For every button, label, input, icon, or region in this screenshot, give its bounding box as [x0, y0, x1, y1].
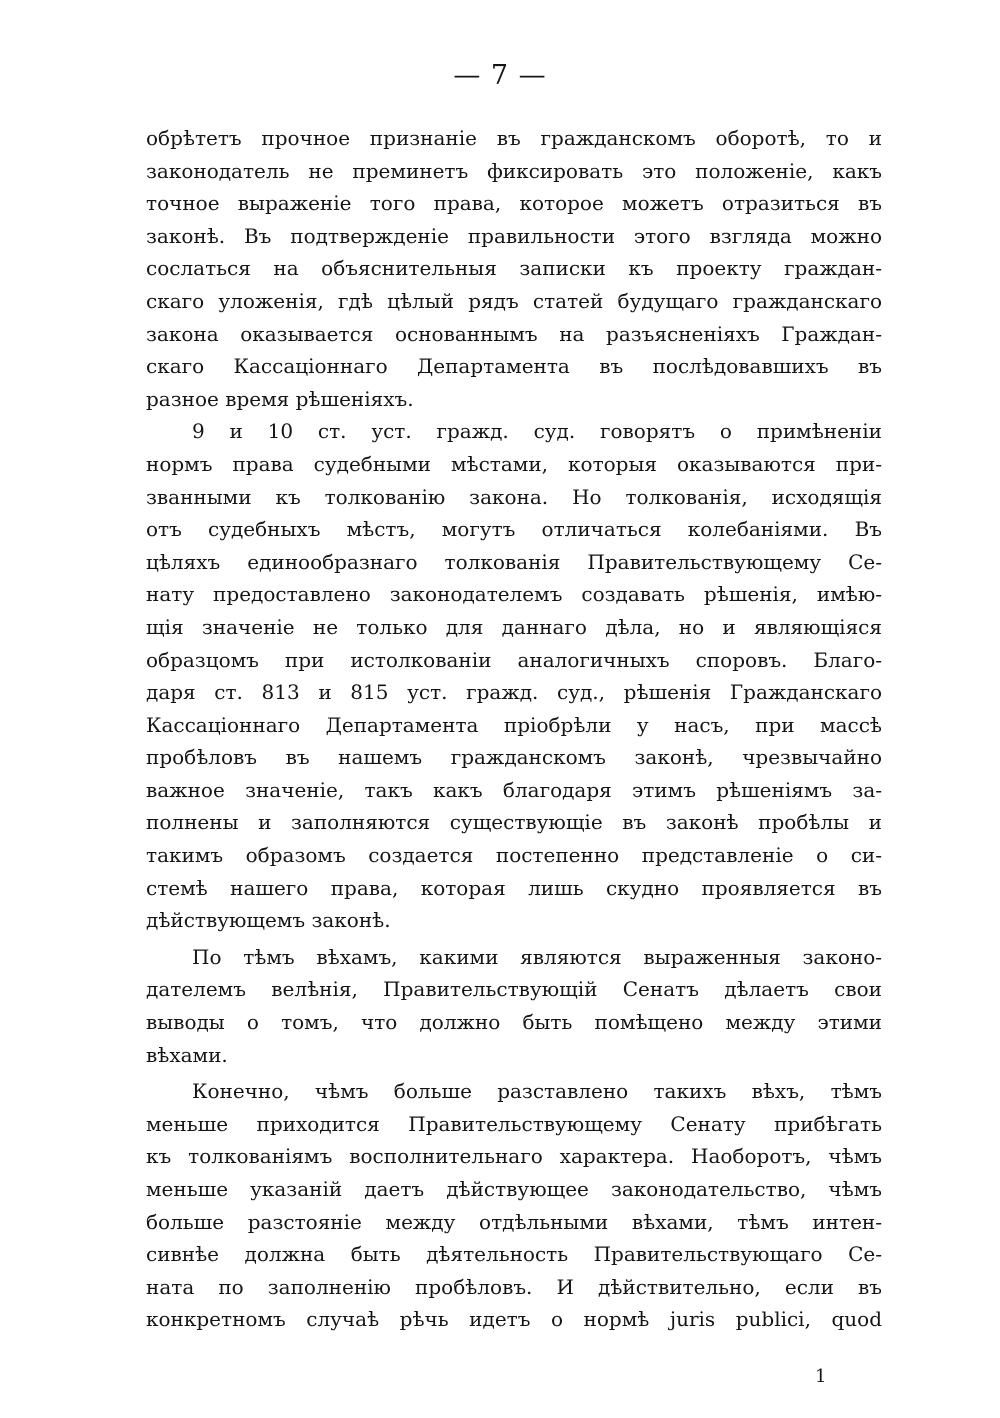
- text-line: законѣ. Въ подтвержденіе правильности этого взгляда можно: [146, 223, 882, 248]
- text-line: законодатель не преминетъ фиксировать это положеніе, какъ: [146, 158, 882, 183]
- text-line: образцомъ при истолкованіи аналогичныхъ споровъ. Благо-: [146, 647, 882, 672]
- text-line: выводы о томъ, что должно быть помѣщено между этими: [146, 1010, 882, 1035]
- text-line: нормъ права судебными мѣстами, которыя оказываются при-: [146, 451, 882, 476]
- text-line: дѣйствующемъ законѣ.: [146, 908, 391, 933]
- text-line: По тѣмъ вѣхамъ, какими являются выраженныя законо-: [192, 944, 882, 969]
- text-line: важное значеніе, такъ какъ благодаря этимъ рѣшеніямъ за-: [146, 777, 882, 802]
- text-line: Кассаціоннаго Департамента пріобрѣли у насъ, при массѣ: [146, 712, 882, 737]
- text-line: стемѣ нашего права, которая лишь скудно проявляется въ: [146, 875, 882, 900]
- text-line: Конечно, чѣмъ больше разставлено такихъ вѣхъ, тѣмъ: [192, 1079, 882, 1104]
- text-line: нату предоставлено законодателемъ создавать рѣшенія, имѣю-: [146, 582, 882, 607]
- text-line: званными къ толкованію закона. Но толкованія, исходящія: [146, 484, 882, 509]
- signature-mark: 1: [815, 1366, 827, 1387]
- text-line: больше разстояніе между отдѣльными вѣхами, тѣмъ интен-: [146, 1209, 882, 1234]
- text-line: обрѣтетъ прочное признаніе въ гражданскомъ оборотѣ, то и: [146, 126, 882, 150]
- text-line: скаго уложенія, гдѣ цѣлый рядъ статей будущаго гражданскаго: [146, 288, 882, 313]
- text-line: вѣхами.: [146, 1042, 228, 1067]
- text-line: щія значеніе не только для даннаго дѣла, но и являющіяся: [146, 614, 882, 639]
- text-line: ната по заполненію пробѣловъ. И дѣйствительно, если въ: [146, 1274, 882, 1299]
- text-line: дателемъ велѣнія, Правительствующій Сенатъ дѣлаетъ свои: [146, 977, 882, 1002]
- text-line: даря ст. 813 и 815 уст. гражд. суд., рѣшенія Гражданскаго: [146, 680, 882, 705]
- text-line: закона оказывается основаннымъ на разъясненіяхъ Граждан-: [146, 321, 882, 346]
- text-line: скаго Кассаціоннаго Департамента въ послѣдовавшихъ въ: [146, 354, 882, 379]
- text-line: меньше приходится Правительствующему Сенату прибѣгать: [146, 1111, 882, 1136]
- text-line: цѣляхъ единообразнаго толкованія Правительствующему Се-: [146, 549, 882, 574]
- text-line: къ толкованіямъ восполнительнаго характера. Наоборотъ, чѣмъ: [146, 1144, 882, 1169]
- text-line: сослаться на объяснительныя записки къ проекту граждан-: [146, 256, 882, 281]
- paragraph-1: [146, 122, 882, 415]
- paragraph-2: [146, 415, 882, 937]
- text-line: сивнѣе должна быть дѣятельность Правительствующаго Се-: [146, 1242, 882, 1267]
- text-line: отъ судебныхъ мѣстъ, могутъ отличаться колебаніями. Въ: [146, 517, 882, 542]
- body-text: [146, 122, 882, 1336]
- text-line: разное время рѣшеніяхъ.: [146, 386, 414, 411]
- text-line: пробѣловъ въ нашемъ гражданскомъ законѣ, чрезвычайно: [146, 745, 882, 770]
- text-line: точное выраженіе того права, которое можетъ отразиться въ: [146, 191, 882, 216]
- text-line: конкретномъ случаѣ рѣчь идетъ о нормѣ juris publici, quod: [146, 1307, 882, 1332]
- paragraph-3: [146, 941, 882, 1071]
- text-line: такимъ образомъ создается постепенно представленіе о си-: [146, 843, 882, 868]
- text-line: 9 и 10 ст. уст. гражд. суд. говорятъ о примѣненіи: [192, 419, 882, 444]
- text-line: полнены и заполняются существующіе въ законѣ пробѣлы и: [146, 810, 882, 835]
- text-line: меньше указаній даетъ дѣйствующее законодательство, чѣмъ: [146, 1177, 882, 1201]
- paragraph-4: [146, 1075, 882, 1336]
- page-number: — 7 —: [453, 60, 547, 91]
